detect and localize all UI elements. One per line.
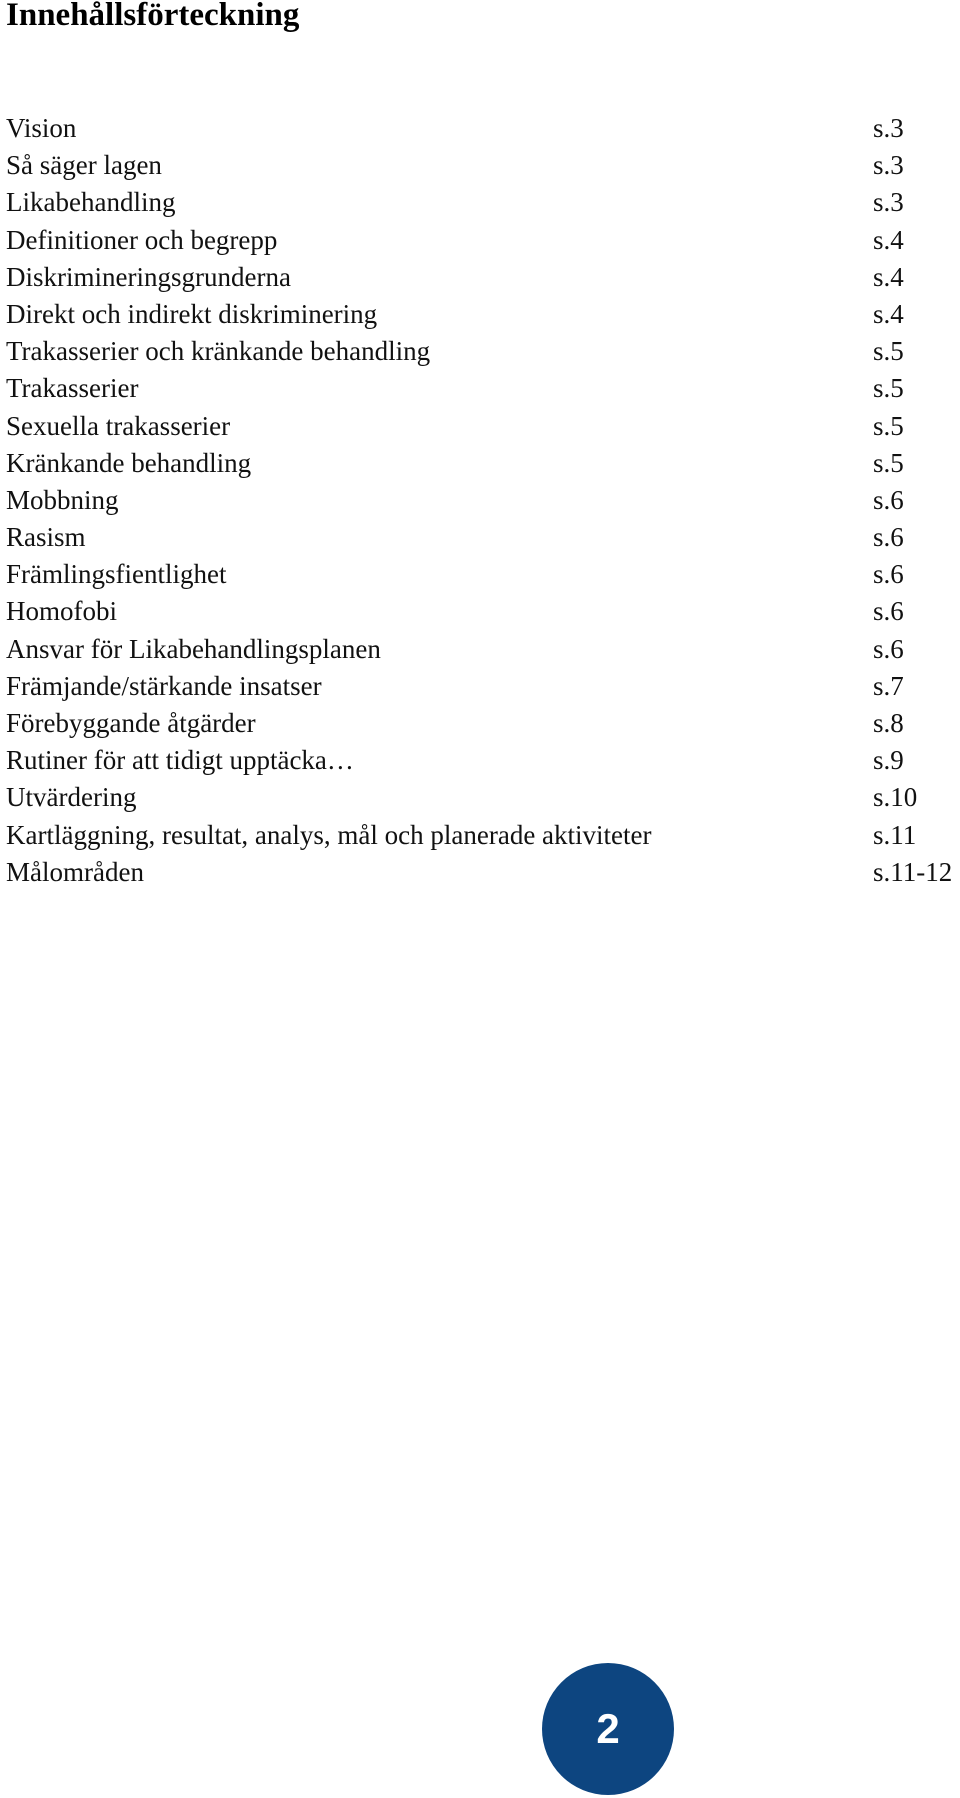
toc-entry <box>6 631 960 668</box>
toc-entry <box>6 222 960 259</box>
toc-entry-page: s.5 <box>873 447 904 478</box>
toc-entry-page: s.5 <box>873 373 904 404</box>
toc-entry <box>6 408 960 445</box>
toc-entry <box>6 705 960 742</box>
toc-entry-title: Trakasserier <box>6 373 139 404</box>
toc-entry <box>6 593 960 630</box>
toc-entry <box>6 817 960 854</box>
toc-entry <box>6 445 960 482</box>
toc-entry <box>6 110 960 147</box>
toc-entry-title: Ansvar för Likabehandlingsplanen <box>6 633 381 664</box>
toc-entry-title: Diskrimineringsgrunderna <box>6 261 291 292</box>
toc-entry <box>6 779 960 816</box>
toc-entry-title: Likabehandling <box>6 187 176 218</box>
toc-entry-page: s.4 <box>873 261 904 292</box>
toc-entry-title: Trakasserier och kränkande behandling <box>6 336 431 367</box>
toc-entry-title: Förebyggande åtgärder <box>6 708 256 738</box>
toc-entry-title: Rasism <box>6 522 86 553</box>
toc-entry-title: Kartläggning, resultat, analys, mål och planerade aktiviteter <box>6 819 652 850</box>
toc-entry-page: s.6 <box>873 596 904 627</box>
toc-entry-page: s.6 <box>873 484 904 515</box>
toc-entry-title: Homofobi <box>6 596 117 627</box>
toc-entry-page: s.3 <box>873 187 904 218</box>
toc-entry <box>6 482 960 519</box>
toc-entry-page: s.8 <box>873 708 904 738</box>
toc-entry-title: Kränkande behandling <box>6 447 252 478</box>
toc-entry <box>6 519 960 556</box>
toc-entry-title: Främlingsfientlighet <box>6 559 227 590</box>
page-number-badge: 2 <box>542 1663 674 1795</box>
toc-entry-title: Mobbning <box>6 484 119 515</box>
toc-entry <box>6 259 960 296</box>
toc-entry-page: s.10 <box>873 782 918 813</box>
toc-entry-page: s.5 <box>873 410 904 441</box>
toc-entry <box>6 668 960 705</box>
toc-entry-title: Direkt och indirekt diskriminering <box>6 298 378 329</box>
toc-entry-title: Sexuella trakasserier <box>6 410 231 441</box>
toc-entry-title: Definitioner och begrepp <box>6 224 278 255</box>
toc-entry-page: s.4 <box>873 298 904 329</box>
toc-entry-page: s.6 <box>873 522 904 553</box>
toc-entry <box>6 147 960 184</box>
toc-entry-title: Så säger lagen <box>6 150 162 181</box>
toc-entry-page: s.3 <box>873 150 904 181</box>
toc-entry-title: Utvärdering <box>6 782 137 813</box>
toc-entry <box>6 556 960 593</box>
toc-entry <box>6 333 960 370</box>
page-title: Innehållsförteckning <box>6 0 300 33</box>
toc-entry-page: s.6 <box>873 633 904 664</box>
toc-entry-page: s.7 <box>873 670 904 701</box>
toc-entry-title: Främjande/stärkande insatser <box>6 670 322 701</box>
toc-entry-title: Målområden <box>6 856 144 887</box>
table-of-contents <box>6 110 960 891</box>
toc-entry-page: s.9 <box>873 745 904 776</box>
toc-entry-title: Rutiner för att tidigt upptäcka… <box>6 745 354 776</box>
toc-entry-page: s.5 <box>873 336 904 367</box>
toc-entry-page: s.3 <box>873 113 904 143</box>
toc-entry <box>6 370 960 407</box>
toc-entry-page: s.11 <box>873 819 917 850</box>
toc-entry <box>6 854 960 891</box>
toc-entry <box>6 742 960 779</box>
toc-entry <box>6 184 960 221</box>
toc-entry-page: s.6 <box>873 559 904 590</box>
toc-entry-page: s.11-12 <box>873 856 953 887</box>
toc-entry <box>6 296 960 333</box>
toc-entry-page: s.4 <box>873 224 904 255</box>
toc-entry-title: Vision <box>6 113 77 143</box>
